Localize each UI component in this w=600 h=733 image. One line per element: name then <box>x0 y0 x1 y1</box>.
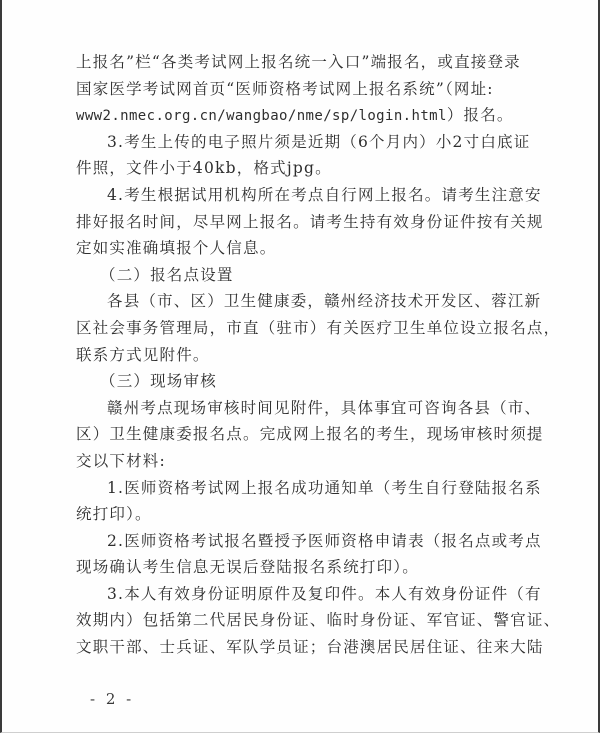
text-line: 交以下材料: <box>76 451 166 470</box>
text-line: 文职干部、士兵证、军队学员证；台港澳居民居住证、往来大陆 <box>76 638 544 657</box>
section-heading-onsite-review: （三）现场审核 <box>100 372 217 391</box>
text-line: 件照，文件小于40kb，格式jpg。 <box>76 159 332 178</box>
list-item-photo-requirement: 3.考生上传的电子照片须是近期（6个月内）小2寸白底证 <box>107 132 531 151</box>
section-heading-registration-points: （二）报名点设置 <box>100 265 234 284</box>
text-line: 排好报名时间，尽早网上报名。请考生持有效身份证件按有关规 <box>76 212 544 231</box>
text-suffix: ）报名。 <box>446 106 514 125</box>
text-line: 区社会事务管理局，市直（驻市）有关医疗卫生单位设立报名点， <box>76 318 561 337</box>
text-line: 现场确认考生信息无误后登陆报名系统打印）。 <box>76 558 419 577</box>
text-line: 定如实准确填报个人信息。 <box>76 239 277 258</box>
text-line: 统打印）。 <box>76 505 152 524</box>
text-line: 上报名”栏“各类考试网上报名统一入口”端报名，或直接登录 <box>76 53 521 71</box>
text-line <box>76 102 526 129</box>
list-item-success-notice: 1.医师资格考试网上报名成功通知单（考生自行登陆报名系 <box>107 478 542 497</box>
list-item-registration-location: 4.考生根据试用机构所在考点自行网上报名。请考生注意安 <box>107 185 542 204</box>
paragraph-onsite-review: 赣州考点现场审核时间见附件，具体事宜可咨询各县（市、 <box>107 398 542 417</box>
text-line: 效期内）包括第二代居民身份证、临时身份证、军官证、警官证、 <box>76 611 561 630</box>
text-line: 联系方式见附件。 <box>76 345 210 364</box>
text-line: 国家医学考试网首页“医师资格考试网上报名系统”（网址: <box>76 79 494 98</box>
document-body <box>76 49 561 661</box>
list-item-application-form: 2.医师资格考试报名暨授予医师资格申请表（报名点或考点 <box>107 531 542 550</box>
text-line: 区）卫生健康委报名点。完成网上报名的考生，现场审核时须提 <box>76 425 544 444</box>
paragraph-registration-points: 各县（市、区）卫生健康委，赣州经济技术开发区、蓉江新 <box>107 292 542 311</box>
registration-url[interactable]: www2.nmec.org.cn/wangbao/nme/sp/login.html <box>76 108 447 125</box>
list-item-id-documents: 3.本人有效身份证明原件及复印件。本人有效身份证件（有 <box>107 584 542 603</box>
page-number: - 2 - <box>90 690 135 708</box>
